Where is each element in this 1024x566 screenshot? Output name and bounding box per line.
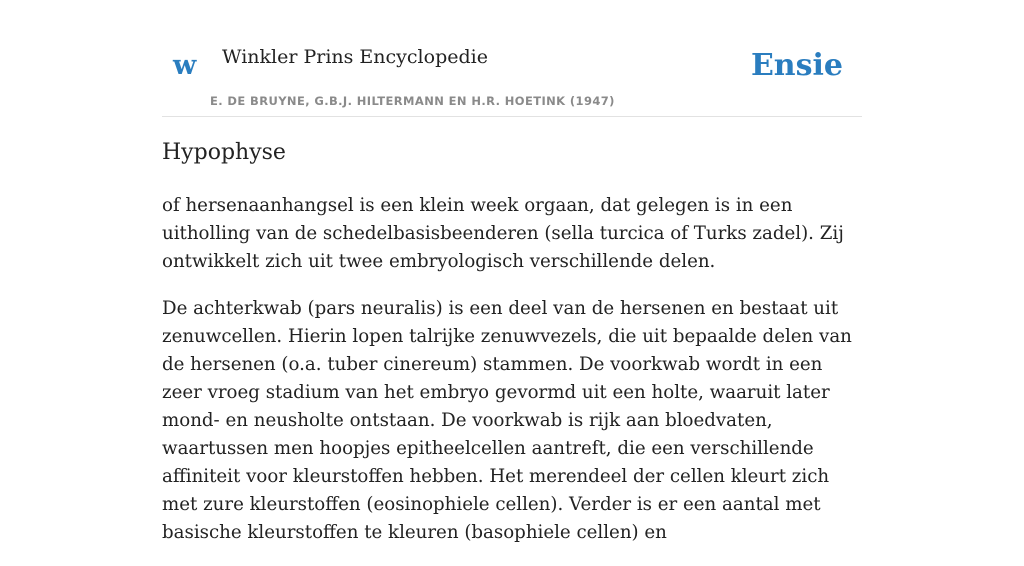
site-header <box>162 0 862 117</box>
paragraph: of hersenaanhangsel is een klein week orgaan, dat gelegen is in een uitholling van de schedelbasisbeenderen (sella turcica of Turks zadel). Zij ontwikkelt zich uit twee embryologisch verschillende delen. <box>162 195 844 272</box>
article-body <box>162 192 862 566</box>
page-content <box>162 0 862 543</box>
ensie-logo-link[interactable]: Ensie <box>750 48 843 83</box>
authors-line: E. DE BRUYNE, G.B.J. HILTERMANN EN H.R. HOETINK (1947) <box>210 94 615 108</box>
article-title: Hypophyse <box>162 140 286 165</box>
winkler-prins-logo[interactable]: w <box>173 50 197 81</box>
paragraph: De achterkwab (pars neuralis) is een deel van de hersenen en bestaat uit zenuwcellen. Hierin lopen talrijke zenuwvezels, die uit bepaalde delen van de hersenen (o.a. tuber cinereum) stammen. De voorkwab wordt in een zeer vroeg stadium van het embryo gevormd uit een holte, waaruit later mond- en neusholte ontstaan. De voorkwab is rijk aan bloedvaten, waartussen men hoopjes epitheelcellen aantreft, die een verschillende affiniteit voor kleurstoffen hebben. Het merendeel der cellen kleurt zich met zure kleurstoffen (eosinophiele cellen). Verder is er een aantal met basische kleurstoffen te kleuren (basophiele cellen) en <box>162 298 852 543</box>
site-title[interactable]: Winkler Prins Encyclopedie <box>222 46 488 68</box>
